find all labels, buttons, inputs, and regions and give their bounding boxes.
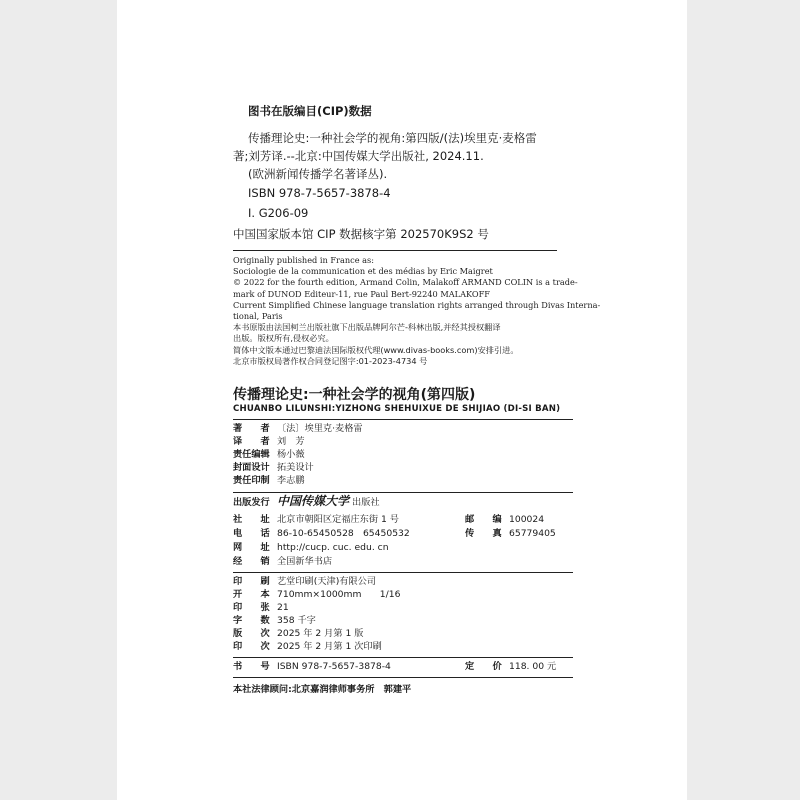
tel-value: 86-10-65450528 65450532: [277, 528, 410, 539]
original-cn-line: 简体中文版本通过巴黎迪法国际版权代理(www.divas-books.com)安排引进。: [233, 344, 519, 355]
copyright-page: [117, 0, 687, 800]
fax-value: 65779405: [509, 528, 556, 539]
zip-label: 邮 编: [465, 514, 502, 525]
credit-row: [233, 436, 305, 448]
print-value: 2025 年 2 月第 1 版: [277, 628, 364, 639]
publisher-logo-text: 中国传媒大学: [277, 494, 350, 508]
credit-row: [233, 423, 363, 435]
cip-isbn: ISBN 978-7-5657-3878-4: [248, 186, 391, 200]
credit-value: 〔法〕埃里克·麦格雷: [277, 423, 363, 434]
print-label: 印 次: [233, 641, 270, 652]
original-line: Sociologie de la communication et des médias by Eric Maigret: [233, 266, 493, 277]
book-number-value: ISBN 978-7-5657-3878-4: [277, 661, 391, 672]
print-row: [233, 589, 400, 601]
address-label: 社 址: [233, 514, 270, 525]
divider: [233, 419, 573, 420]
print-label: 字 数: [233, 615, 270, 626]
print-value: 358 千字: [277, 615, 316, 626]
web-value: http://cucp. cuc. edu. cn: [277, 542, 389, 553]
fax-row: [465, 528, 556, 540]
distributor-label: 经 销: [233, 556, 270, 567]
credit-label: 封面设计: [233, 462, 270, 473]
publisher-row: [233, 495, 380, 509]
tel-row: [233, 528, 410, 540]
book-number-row: [233, 661, 391, 673]
print-value: 2025 年 2 月第 1 次印刷: [277, 641, 382, 652]
cip-line-3: (欧洲新闻传播学名著译丛).: [248, 167, 388, 181]
original-cn-line: 北京市版权局著作权合同登记图字:01-2023-4734 号: [233, 355, 428, 366]
print-value: 710mm×1000mm 1/16: [277, 589, 401, 600]
book-number-label: 书 号: [233, 661, 270, 672]
credit-row: [233, 475, 305, 487]
print-label: 印 刷: [233, 576, 270, 587]
print-label: 版 次: [233, 628, 270, 639]
divider: [233, 677, 573, 678]
original-line: mark of DUNOD Editeur-11, rue Paul Bert-92240 MALAKOFF: [233, 288, 490, 299]
cip-line-1: 传播理论史:一种社会学的视角:第四版/(法)埃里克·麦格雷: [248, 131, 537, 145]
print-row: [233, 602, 289, 614]
legal-counsel: 本社法律顾问:北京嘉润律师事务所 郭建平: [233, 684, 412, 695]
print-row: [233, 615, 316, 627]
print-label: 开 本: [233, 589, 270, 600]
original-line: © 2022 for the fourth edition, Armand Colin, Malakoff ARMAND COLIN is a trade-: [233, 277, 578, 288]
print-value: 艺堂印刷(天津)有限公司: [277, 576, 377, 587]
distributor-row: [233, 556, 332, 568]
credit-row: [233, 462, 314, 474]
original-cn-line: 本书原版由法国柯兰出版社旗下出版品牌阿尔芒-科林出版,并经其授权翻译: [233, 322, 501, 333]
address-value: 北京市朝阳区定福庄东街 1 号: [277, 514, 399, 525]
credit-row: [233, 449, 305, 461]
credit-label: 责任编辑: [233, 449, 270, 460]
zip-row: [465, 514, 544, 526]
distributor-value: 全国新华书店: [277, 556, 333, 567]
credit-value: 拓美设计: [277, 462, 314, 473]
print-row: [233, 641, 382, 653]
original-line: Originally published in France as:: [233, 255, 374, 265]
web-row: [233, 542, 389, 554]
divider: [233, 657, 573, 658]
book-pinyin: CHUANBO LILUNSHI:YIZHONG SHEHUIXUE DE SHIJIAO (DI-SI BAN): [233, 404, 561, 414]
fax-label: 传 真: [465, 528, 502, 539]
address-row: [233, 514, 399, 526]
original-line: tional, Paris: [233, 311, 283, 322]
print-row: [233, 576, 376, 588]
original-line: Current Simplified Chinese language translation rights arranged through Divas Interna-: [233, 299, 601, 310]
print-label: 印 张: [233, 602, 270, 613]
original-cn-line: 出版。版权所有,侵权必究。: [233, 333, 334, 344]
credit-value: 刘 芳: [277, 436, 305, 447]
original-info: [233, 255, 600, 367]
divider: [233, 572, 573, 573]
cip-line-2: 著;刘芳译.--北京:中国传媒大学出版社, 2024.11.: [233, 149, 484, 163]
credit-label: 责任印制: [233, 475, 270, 486]
cip-heading: 图书在版编目(CIP)数据: [248, 104, 372, 118]
tel-label: 电 话: [233, 528, 270, 539]
credit-label: 著 者: [233, 423, 270, 434]
print-row: [233, 628, 363, 640]
print-value: 21: [277, 602, 289, 613]
publisher-suffix: 出版社: [352, 497, 380, 508]
credit-value: 李志鹏: [277, 475, 305, 486]
price-value: 118. 00 元: [509, 661, 557, 672]
price-row: [465, 661, 556, 673]
book-title: 传播理论史:一种社会学的视角(第四版): [233, 387, 476, 403]
price-label: 定 价: [465, 661, 502, 672]
web-label: 网 址: [233, 542, 270, 553]
divider: [233, 492, 573, 493]
cip-class: Ⅰ. G206-09: [248, 206, 309, 220]
cip-core-number: 中国国家版本馆 CIP 数据核字第 202570K9S2 号: [233, 227, 489, 241]
publisher-label: 出版发行: [233, 497, 270, 508]
zip-value: 100024: [509, 514, 545, 525]
credit-label: 译 者: [233, 436, 270, 447]
credit-value: 杨小薇: [277, 449, 305, 460]
divider: [233, 250, 557, 251]
